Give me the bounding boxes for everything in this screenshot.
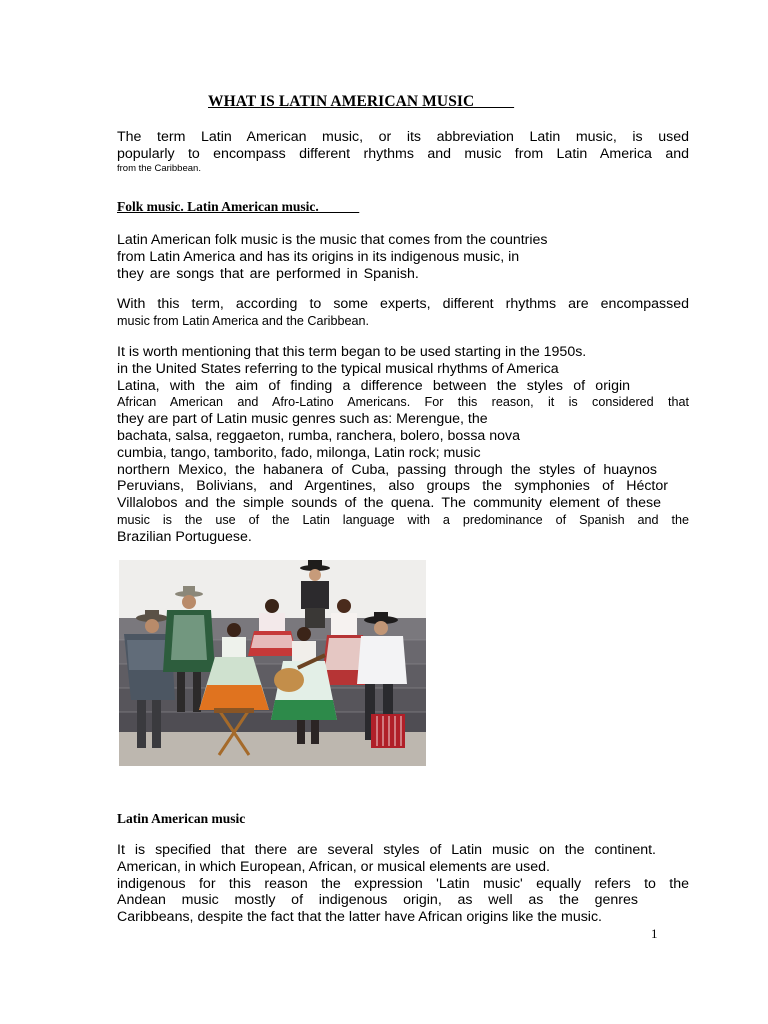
text-line: in the United States referring to the typical musical rhythms of America xyxy=(117,360,559,377)
text-line: American, in which European, African, or musical elements are used. xyxy=(117,858,550,875)
text-line: It is specified that there are several styles of Latin music on the continent. xyxy=(117,842,656,858)
text-line: Andean music mostly of indigenous origin, as well as the genres xyxy=(117,892,638,909)
text-line: The term Latin American music, or its abbreviation Latin music, is used xyxy=(117,129,689,145)
text-line: from the Caribbean. xyxy=(117,162,201,174)
text-line: Peruvians, Bolivians, and Argentines, also groups the symphonies of Héctor xyxy=(117,478,668,495)
text-line: Brazilian Portuguese. xyxy=(117,528,252,545)
text-line: northern Mexico, the habanera of Cuba, passing through the styles of huaynos xyxy=(117,461,657,478)
folk-paragraph-2 xyxy=(117,296,689,330)
text-line: Villalobos and the simple sounds of the quena. The community element of these xyxy=(117,495,661,512)
text-line: bachata, salsa, reggaeton, rumba, ranchera, bolero, bossa nova xyxy=(117,427,521,444)
text-line: Caribbeans, despite the fact that the latter have African origins like the music. xyxy=(117,909,602,926)
text-line: music from Latin America and the Caribbean. xyxy=(117,313,369,328)
document-title: WHAT IS LATIN AMERICAN MUSIC xyxy=(208,93,515,110)
text-line: Latina, with the aim of finding a difference between the styles of origin xyxy=(117,377,630,394)
latin-music-paragraph xyxy=(117,842,689,926)
text-line: they are songs that are performed in Spanish. xyxy=(117,265,419,282)
section-heading-latin-american-music: Latin American music xyxy=(117,811,246,826)
text-line: With this term, according to some experts, different rhythms are encompassed xyxy=(117,296,689,312)
folk-paragraph-3 xyxy=(117,344,689,546)
text-line: music is the use of the Latin language with a predominance of Spanish and the xyxy=(117,512,689,527)
text-line: Latin American folk music is the music that comes from the countries xyxy=(117,232,548,248)
text-line: indigenous for this reason the expression 'Latin music' equally refers to the xyxy=(117,875,689,892)
text-line: African American and Afro-Latino Americans. For this reason, it is considered that xyxy=(117,395,689,410)
page-number: 1 xyxy=(651,926,658,941)
text-line: cumbia, tango, tamborito, fado, milonga, Latin rock; music xyxy=(117,444,481,461)
text-line: from Latin America and has its origins in its indigenous music, in xyxy=(117,248,520,265)
text-line: they are part of Latin music genres such as: Merengue, the xyxy=(117,411,488,428)
folk-paragraph-1 xyxy=(117,232,689,282)
section-heading-folk-music: Folk music. Latin American music. xyxy=(117,199,360,214)
intro-paragraph xyxy=(117,129,689,175)
text-line: popularly to encompass different rhythms and music from Latin America and xyxy=(117,145,689,162)
folk-dancers-photo xyxy=(119,560,426,766)
text-line: It is worth mentioning that this term began to be used starting in the 1950s. xyxy=(117,344,587,360)
